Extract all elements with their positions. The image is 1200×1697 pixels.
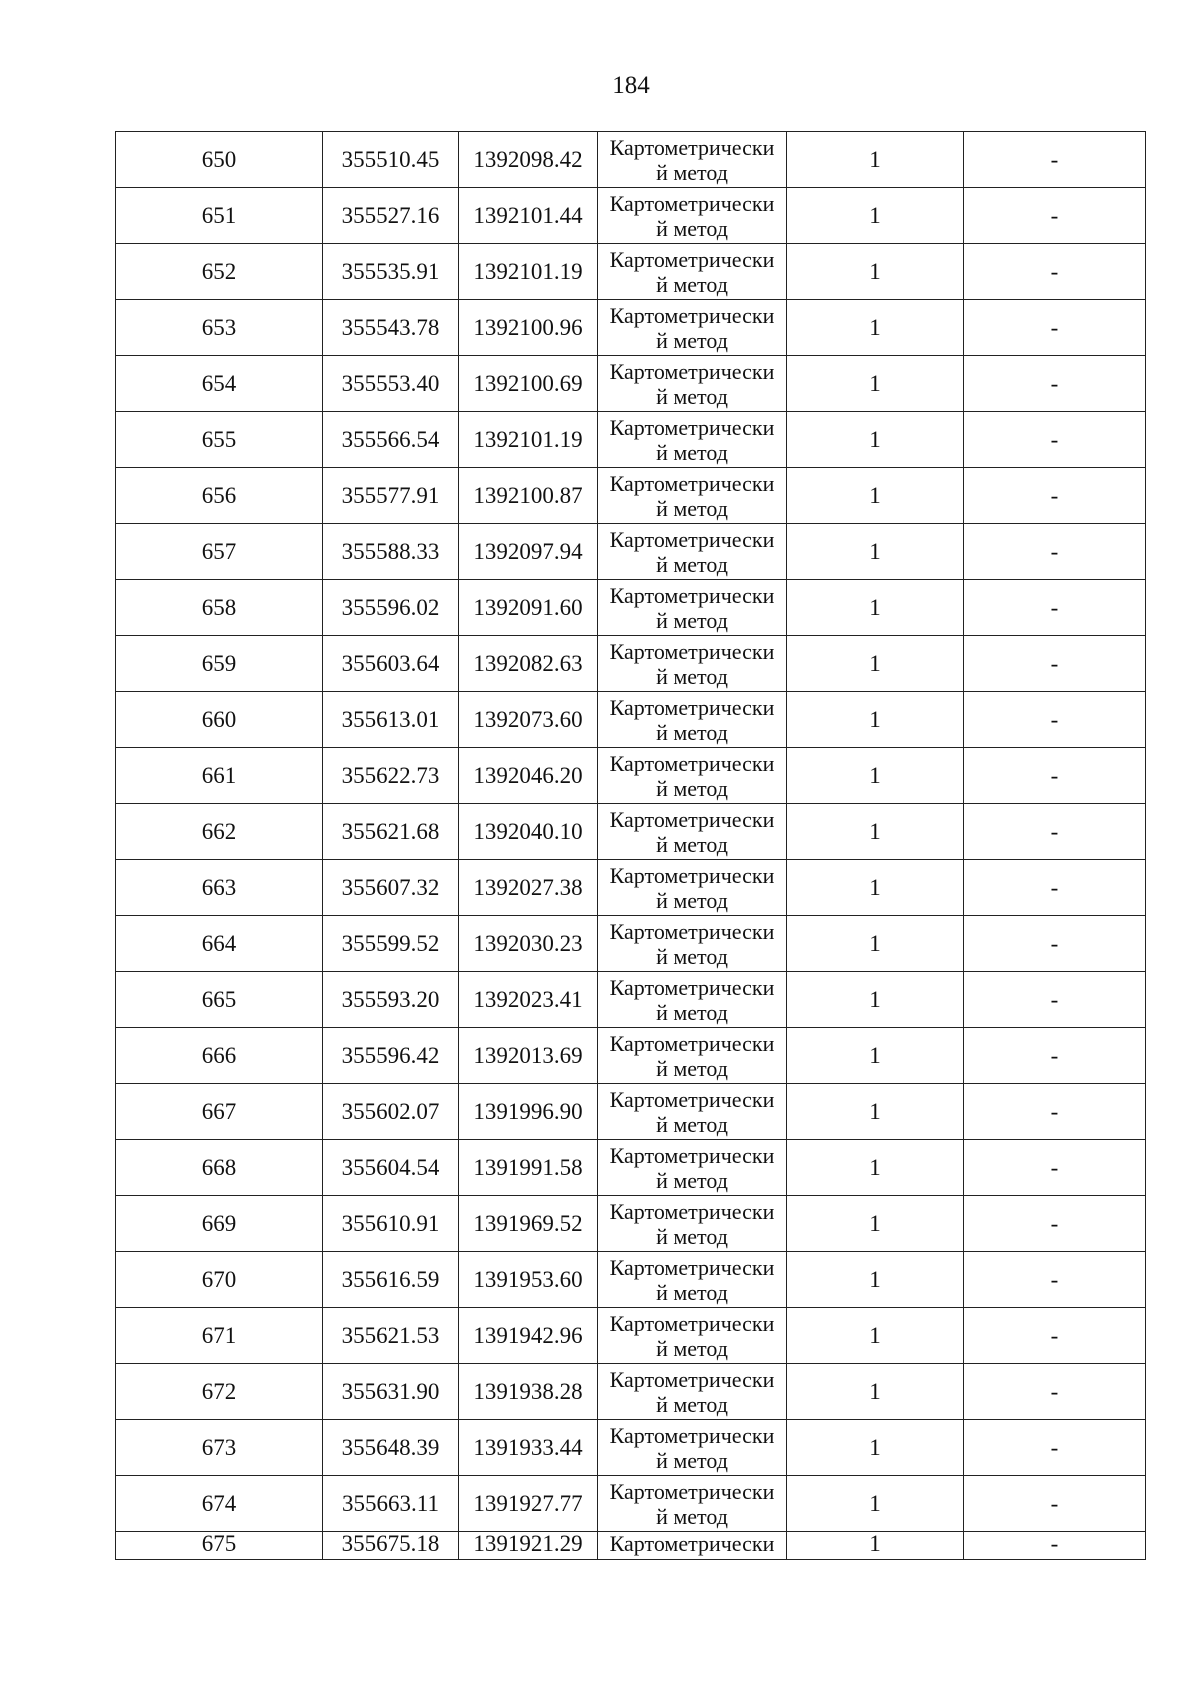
coord-y: 1391933.44 [459, 1420, 598, 1476]
accuracy: 1 [787, 636, 964, 692]
accuracy: 1 [787, 1028, 964, 1084]
accuracy: 1 [787, 1420, 964, 1476]
coord-y: 1392097.94 [459, 524, 598, 580]
coord-x: 355621.68 [323, 804, 459, 860]
coord-x: 355577.91 [323, 468, 459, 524]
coord-x: 355535.91 [323, 244, 459, 300]
table-row [116, 244, 1146, 300]
method-text-line1: Картометрически [609, 470, 775, 496]
coord-y: 1392100.87 [459, 468, 598, 524]
method-cell [598, 1364, 787, 1420]
method-cell [598, 1196, 787, 1252]
table-row [116, 804, 1146, 860]
method-cell [598, 1476, 787, 1532]
accuracy: 1 [787, 524, 964, 580]
method-text-line1: Картометрически [609, 1310, 775, 1336]
coord-x: 355631.90 [323, 1364, 459, 1420]
accuracy: 1 [787, 1308, 964, 1364]
method-text-line1: Картометрически [609, 414, 775, 440]
coord-y: 1392100.69 [459, 356, 598, 412]
coord-x: 355607.32 [323, 860, 459, 916]
table-row [116, 1476, 1146, 1532]
coord-x: 355596.02 [323, 580, 459, 636]
method-text-line1: Картометрически [609, 638, 775, 664]
accuracy: 1 [787, 188, 964, 244]
accuracy: 1 [787, 580, 964, 636]
table-row [116, 580, 1146, 636]
note: - [964, 244, 1146, 300]
coordinates-table [115, 131, 1146, 1560]
note: - [964, 188, 1146, 244]
coord-x: 355621.53 [323, 1308, 459, 1364]
method-cell [598, 1420, 787, 1476]
method-text-line2: й метод [656, 1167, 728, 1193]
method-text-line2: й метод [656, 1391, 728, 1417]
method-text-line2: й метод [656, 999, 728, 1025]
table-row [116, 524, 1146, 580]
method-text-line2: й метод [656, 551, 728, 577]
method-cell [598, 300, 787, 356]
method-cell [598, 1308, 787, 1364]
method-cell [598, 972, 787, 1028]
point-number: 650 [116, 132, 323, 188]
method-text-line1: Картометрически [609, 1142, 775, 1168]
point-number: 666 [116, 1028, 323, 1084]
table-row [116, 1028, 1146, 1084]
method-text-line1: Картометрически [609, 1422, 775, 1448]
point-number: 671 [116, 1308, 323, 1364]
method-cell [598, 412, 787, 468]
point-number: 658 [116, 580, 323, 636]
coord-y: 1392091.60 [459, 580, 598, 636]
note: - [964, 412, 1146, 468]
coord-x: 355588.33 [323, 524, 459, 580]
coord-y: 1391942.96 [459, 1308, 598, 1364]
table-row [116, 1532, 1146, 1560]
method-cell [598, 244, 787, 300]
method-text-line2: й метод [656, 327, 728, 353]
note: - [964, 300, 1146, 356]
table-row [116, 412, 1146, 468]
accuracy: 1 [787, 1196, 964, 1252]
coord-x: 355593.20 [323, 972, 459, 1028]
note: - [964, 972, 1146, 1028]
accuracy: 1 [787, 1364, 964, 1420]
table-row [116, 1084, 1146, 1140]
method-text-line1: Картометрически [609, 806, 775, 832]
coord-y: 1392082.63 [459, 636, 598, 692]
method-text-line2: й метод [656, 495, 728, 521]
point-number: 659 [116, 636, 323, 692]
method-text-line1: Картометрически [609, 974, 775, 1000]
coord-y: 1392098.42 [459, 132, 598, 188]
coord-x: 355527.16 [323, 188, 459, 244]
method-text-line2: й метод [656, 1447, 728, 1473]
method-cell [598, 1084, 787, 1140]
accuracy: 1 [787, 916, 964, 972]
method-cell [598, 1252, 787, 1308]
point-number: 656 [116, 468, 323, 524]
note: - [964, 580, 1146, 636]
note: - [964, 1196, 1146, 1252]
point-number: 655 [116, 412, 323, 468]
method-cell [598, 524, 787, 580]
coord-y: 1392101.19 [459, 244, 598, 300]
table-row [116, 636, 1146, 692]
method-text-line1: Картометрически [609, 190, 775, 216]
method-cell [598, 636, 787, 692]
coord-y: 1391996.90 [459, 1084, 598, 1140]
coord-x: 355543.78 [323, 300, 459, 356]
point-number: 660 [116, 692, 323, 748]
method-text-line1: Картометрически [609, 862, 775, 888]
method-text-line1: Картометрически [609, 302, 775, 328]
accuracy: 1 [787, 468, 964, 524]
method-text-line1: Картометрически [609, 750, 775, 776]
method-cell [598, 916, 787, 972]
accuracy: 1 [787, 1140, 964, 1196]
coord-x: 355663.11 [323, 1476, 459, 1532]
note: - [964, 1252, 1146, 1308]
method-text-line2: й метод [656, 215, 728, 241]
accuracy: 1 [787, 748, 964, 804]
method-cell [598, 692, 787, 748]
coord-x: 355616.59 [323, 1252, 459, 1308]
table-row [116, 748, 1146, 804]
note: - [964, 1084, 1146, 1140]
coord-y: 1392013.69 [459, 1028, 598, 1084]
method-cell: Картометрически [598, 1532, 787, 1560]
method-text-line2: й метод [656, 1223, 728, 1249]
point-number: 662 [116, 804, 323, 860]
point-number: 665 [116, 972, 323, 1028]
point-number: 672 [116, 1364, 323, 1420]
method-cell [598, 748, 787, 804]
table-row [116, 1252, 1146, 1308]
coord-y: 1391991.58 [459, 1140, 598, 1196]
coord-y: 1391938.28 [459, 1364, 598, 1420]
accuracy: 1 [787, 132, 964, 188]
coord-x: 355553.40 [323, 356, 459, 412]
method-text-line1: Картометрически [609, 1254, 775, 1280]
method-text-line1: Картометрически [609, 1086, 775, 1112]
coord-y: 1392030.23 [459, 916, 598, 972]
coord-x: 355599.52 [323, 916, 459, 972]
method-cell [598, 132, 787, 188]
table-row [116, 692, 1146, 748]
note: - [964, 636, 1146, 692]
note: - [964, 468, 1146, 524]
coord-y: 1392027.38 [459, 860, 598, 916]
accuracy: 1 [787, 804, 964, 860]
coord-y: 1391969.52 [459, 1196, 598, 1252]
point-number: 661 [116, 748, 323, 804]
accuracy: 1 [787, 860, 964, 916]
coord-x: 355613.01 [323, 692, 459, 748]
method-text-line1: Картометрически [609, 1198, 775, 1224]
coord-y: 1392101.44 [459, 188, 598, 244]
method-cell [598, 1140, 787, 1196]
method-text-line1: Картометрически [609, 1478, 775, 1504]
table-row [116, 300, 1146, 356]
coord-y: 1392100.96 [459, 300, 598, 356]
accuracy: 1 [787, 412, 964, 468]
accuracy: 1 [787, 1252, 964, 1308]
table-row [116, 1308, 1146, 1364]
note: - [964, 916, 1146, 972]
point-number: 674 [116, 1476, 323, 1532]
method-text-line2: й метод [656, 1335, 728, 1361]
method-cell [598, 1028, 787, 1084]
coord-x: 355675.18 [323, 1532, 459, 1560]
accuracy: 1 [787, 1084, 964, 1140]
point-number: 667 [116, 1084, 323, 1140]
table-row [116, 972, 1146, 1028]
point-number: 664 [116, 916, 323, 972]
table-row [116, 356, 1146, 412]
coord-x: 355603.64 [323, 636, 459, 692]
method-text-line1: Картометрически [609, 582, 775, 608]
table-row [116, 468, 1146, 524]
note: - [964, 1028, 1146, 1084]
point-number: 657 [116, 524, 323, 580]
coord-y: 1392040.10 [459, 804, 598, 860]
coord-y: 1391953.60 [459, 1252, 598, 1308]
accuracy: 1 [787, 356, 964, 412]
note: - [964, 860, 1146, 916]
point-number: 668 [116, 1140, 323, 1196]
coord-x: 355622.73 [323, 748, 459, 804]
method-text-line1: Картометрически [609, 134, 775, 160]
accuracy: 1 [787, 300, 964, 356]
coord-x: 355604.54 [323, 1140, 459, 1196]
method-cell [598, 860, 787, 916]
method-text-line2: й метод [656, 159, 728, 185]
method-text-line1: Картометрически [609, 526, 775, 552]
note: - [964, 1532, 1146, 1560]
method-text-line2: й метод [656, 271, 728, 297]
coord-y: 1391927.77 [459, 1476, 598, 1532]
note: - [964, 356, 1146, 412]
accuracy: 1 [787, 244, 964, 300]
table-row [116, 1364, 1146, 1420]
coord-x: 355602.07 [323, 1084, 459, 1140]
page-number: 184 [612, 72, 650, 99]
note: - [964, 1364, 1146, 1420]
table-row [116, 860, 1146, 916]
note: - [964, 748, 1146, 804]
point-number: 654 [116, 356, 323, 412]
coord-x: 355648.39 [323, 1420, 459, 1476]
note: - [964, 1308, 1146, 1364]
accuracy: 1 [787, 972, 964, 1028]
note: - [964, 1140, 1146, 1196]
method-text-line2: й метод [656, 1503, 728, 1529]
coord-x: 355566.54 [323, 412, 459, 468]
point-number: 653 [116, 300, 323, 356]
method-text-line2: й метод [656, 775, 728, 801]
method-text-line1: Картометрически [609, 1366, 775, 1392]
note: - [964, 692, 1146, 748]
coord-y: 1391921.29 [459, 1532, 598, 1560]
method-text-line2: й метод [656, 607, 728, 633]
note: - [964, 804, 1146, 860]
note: - [964, 1420, 1146, 1476]
method-text-line2: й метод [656, 1055, 728, 1081]
table-row [116, 1140, 1146, 1196]
method-text-line2: й метод [656, 887, 728, 913]
coord-y: 1392023.41 [459, 972, 598, 1028]
method-text-line1: Картометрически [609, 1030, 775, 1056]
method-text-line1: Картометрически [609, 358, 775, 384]
method-text-line2: й метод [656, 719, 728, 745]
table-row [116, 188, 1146, 244]
method-cell [598, 468, 787, 524]
method-text-line2: й метод [656, 439, 728, 465]
coord-x: 355596.42 [323, 1028, 459, 1084]
coord-y: 1392101.19 [459, 412, 598, 468]
note: - [964, 132, 1146, 188]
method-text-line1: Картометрически [609, 246, 775, 272]
coordinates-table-body [116, 132, 1146, 1560]
method-text-line2: й метод [656, 1279, 728, 1305]
point-number: 652 [116, 244, 323, 300]
accuracy: 1 [787, 692, 964, 748]
method-text-line2: й метод [656, 831, 728, 857]
method-text-line1: Картометрически [609, 918, 775, 944]
accuracy: 1 [787, 1476, 964, 1532]
coord-y: 1392046.20 [459, 748, 598, 804]
method-cell [598, 356, 787, 412]
method-text-line2: й метод [656, 1111, 728, 1137]
method-text-line2: й метод [656, 663, 728, 689]
table-row [116, 132, 1146, 188]
table-row [116, 1196, 1146, 1252]
point-number: 675 [116, 1532, 323, 1560]
table-row [116, 916, 1146, 972]
point-number: 669 [116, 1196, 323, 1252]
table-row [116, 1420, 1146, 1476]
method-cell [598, 804, 787, 860]
note: - [964, 524, 1146, 580]
method-cell [598, 188, 787, 244]
point-number: 651 [116, 188, 323, 244]
coord-x: 355610.91 [323, 1196, 459, 1252]
point-number: 670 [116, 1252, 323, 1308]
coord-y: 1392073.60 [459, 692, 598, 748]
method-text-line1: Картометрически [609, 694, 775, 720]
accuracy: 1 [787, 1532, 964, 1560]
coord-x: 355510.45 [323, 132, 459, 188]
method-cell [598, 580, 787, 636]
point-number: 673 [116, 1420, 323, 1476]
method-text-line2: й метод [656, 383, 728, 409]
note: - [964, 1476, 1146, 1532]
method-text-line2: й метод [656, 943, 728, 969]
point-number: 663 [116, 860, 323, 916]
